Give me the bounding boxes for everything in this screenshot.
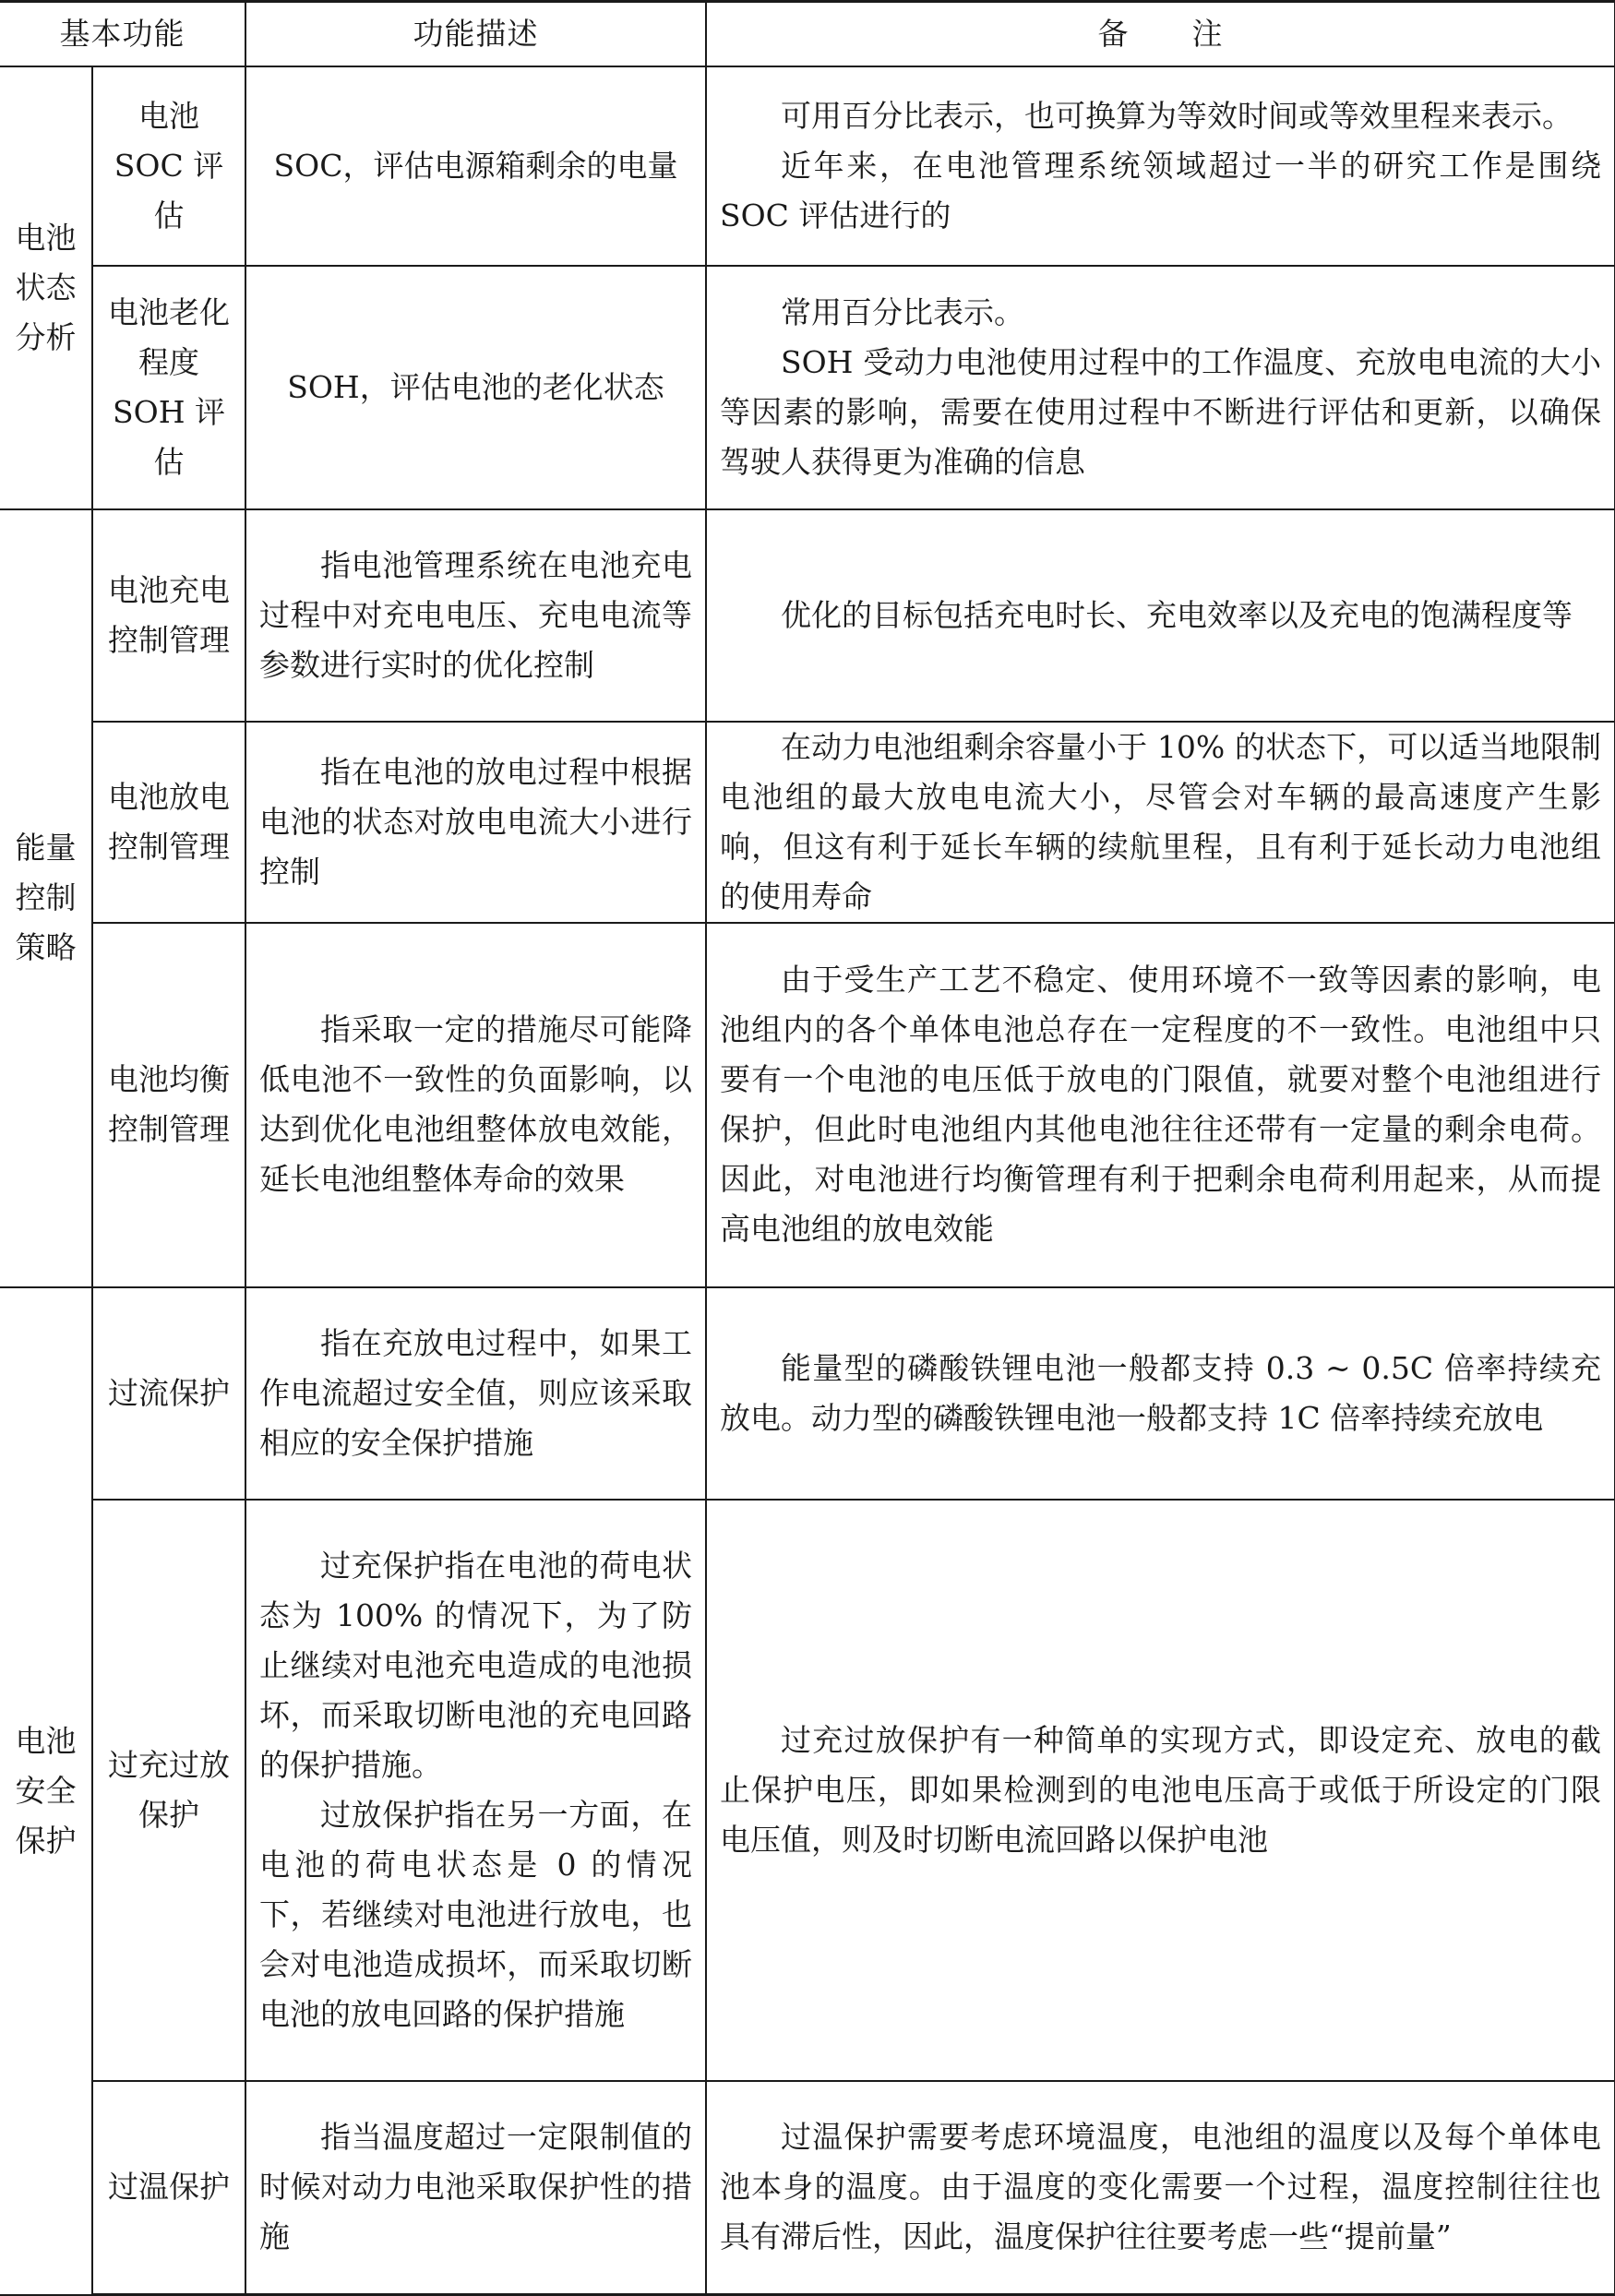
remark-text: 优化的目标包括充电时长、充电效率以及充电的饱满程度等 [781, 596, 1573, 633]
remark-cell [706, 722, 1615, 923]
group-label-state-analysis: 电池状态分析 [0, 66, 92, 509]
remark-cell [706, 66, 1615, 266]
remark-text: 近年来，在电池管理系统领域超过一半的研究工作是围绕 SOC 评估进行的 [720, 147, 1601, 233]
header-basic-function: 基本功能 [0, 2, 245, 66]
header-remarks: 备 注 [706, 2, 1615, 66]
function-description [245, 1500, 706, 2081]
description-text: SOH，评估电池的老化状态 [287, 368, 664, 405]
remark-cell [706, 1287, 1615, 1500]
table-row [0, 509, 1615, 722]
description-text: 指当温度超过一定限制值的时候对动力电池采取保护性的措施 [259, 2119, 692, 2255]
remark-text: 可用百分比表示，也可换算为等效时间或等效里程来表示。 [781, 97, 1573, 134]
table-row [0, 2081, 1615, 2295]
table-row [0, 722, 1615, 923]
remark-cell [706, 923, 1615, 1287]
function-name: 电池放电控制管理 [92, 722, 245, 923]
remark-text: 由于受生产工艺不稳定、使用环境不一致等因素的影响，电池组内的各个单体电池总存在一定程度的不一致性。电池组中只要有一个电池的电压低于放电的门限值，就要对整个电池组进行保护，但此时电池组内其他电池往往还带有一定量的剩余电荷。因此，对电池进行均衡管理有利于把剩余电荷利用起来，从而提高电池组的放电效能 [720, 962, 1601, 1247]
remark-text: 过温保护需要考虑环境温度，电池组的温度以及每个单体电池本身的温度。由于温度的变化需要一个过程，温度控制往往也具有滞后性，因此，温度保护往往要考虑一些“提前量” [720, 2119, 1601, 2255]
function-description [245, 923, 706, 1287]
group-label-energy-control: 能量控制策略 [0, 509, 92, 1287]
remark-text: 常用百分比表示。 [781, 293, 1024, 330]
table-row [0, 1500, 1615, 2081]
description-text: SOC，评估电源箱剩余的电量 [273, 147, 678, 184]
function-description [245, 66, 706, 266]
table-row [0, 266, 1615, 509]
function-description [245, 266, 706, 509]
table-row [0, 1287, 1615, 1500]
function-name: 电池均衡控制管理 [92, 923, 245, 1287]
description-text: 指在充放电过程中，如果工作电流超过安全值，则应该采取相应的安全保护措施 [259, 1324, 692, 1461]
function-description [245, 2081, 706, 2295]
function-name: 电池老化程度 SOH 评估 [92, 266, 245, 509]
remark-text: 在动力电池组剩余容量小于 10% 的状态下，可以适当地限制电池组的最大放电电流大小，尽管会对车辆的最高速度产生影响，但这有利于延长车辆的续航里程，且有利于延长动力电池组的使用寿命 [720, 728, 1601, 915]
function-description [245, 722, 706, 923]
remark-text: SOH 受动力电池使用过程中的工作温度、充放电电流的大小等因素的影响，需要在使用过程中不断进行评估和更新，以确保驾驶人获得更为准确的信息 [720, 343, 1601, 480]
function-name: 过温保护 [92, 2081, 245, 2295]
header-function-description: 功能描述 [245, 2, 706, 66]
function-description [245, 1287, 706, 1500]
function-description [245, 509, 706, 722]
table-row [0, 66, 1615, 266]
description-text: 指电池管理系统在电池充电过程中对充电电压、充电电流等参数进行实时的优化控制 [259, 546, 692, 683]
function-name: 过流保护 [92, 1287, 245, 1500]
function-name: 电池充电控制管理 [92, 509, 245, 722]
group-label-safety-protection: 电池安全保护 [0, 1287, 92, 2295]
remark-text: 过充过放保护有一种简单的实现方式，即设定充、放电的截止保护电压，即如果检测到的电池电压高于或低于所设定的门限电压值，则及时切断电流回路以保护电池 [720, 1721, 1601, 1858]
description-text: 指采取一定的措施尽可能降低电池不一致性的负面影响，以达到优化电池组整体放电效能，延长电池组整体寿命的效果 [259, 1011, 692, 1197]
table-header-row [0, 2, 1615, 66]
table-row [0, 923, 1615, 1287]
remark-cell [706, 266, 1615, 509]
remark-text: 能量型的磷酸铁锂电池一般都支持 0.3 ~ 0.5C 倍率持续充放电。动力型的磷酸铁锂电池一般都支持 1C 倍率持续充放电 [720, 1349, 1601, 1436]
description-text: 指在电池的放电过程中根据电池的状态对放电电流大小进行控制 [259, 753, 692, 890]
remark-cell [706, 509, 1615, 722]
remark-cell [706, 1500, 1615, 2081]
function-name: 电池 SOC 评估 [92, 66, 245, 266]
description-text: 过放保护指在另一方面，在电池的荷电状态是 0 的情况下，若继续对电池进行放电，也会对电池造成损坏，而采取切断电池的放电回路的保护措施 [259, 1796, 692, 2032]
description-text: 过充保护指在电池的荷电状态为 100% 的情况下，为了防止继续对电池充电造成的电池损坏，而采取切断电池的充电回路的保护措施。 [259, 1547, 692, 1783]
function-name: 过充过放保护 [92, 1500, 245, 2081]
remark-cell [706, 2081, 1615, 2295]
